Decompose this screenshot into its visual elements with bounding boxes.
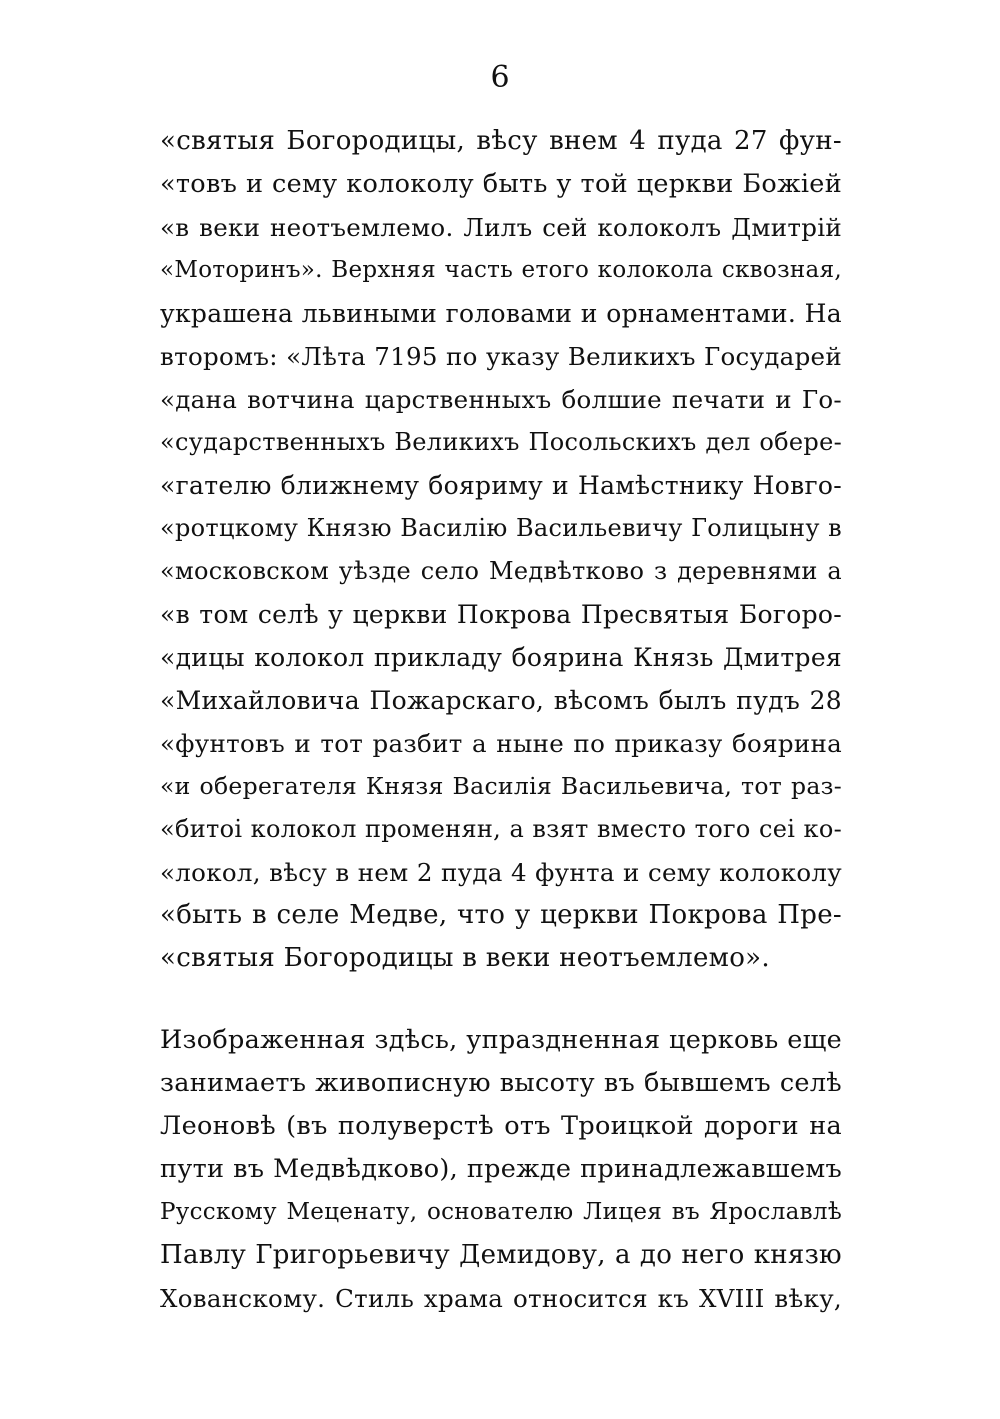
text-line: украшена львиными головами и орнаментами. На: [160, 299, 842, 328]
text-line: занимаетъ живописную высоту въ бывшемъ селѣ: [160, 1068, 842, 1098]
paragraph-church-description: [160, 1019, 842, 1320]
text-line: «московском уѣзде село Медвѣтково з деревнями а: [160, 557, 842, 585]
text-line: «товъ и сему колоколу быть у той церкви Божiей: [160, 169, 842, 199]
text-line: «локол, вѣсу в нем 2 пуда 4 фунта и сему колоколу: [160, 858, 842, 887]
text-line: «гателю ближнему бояриму и Намѣстнику Новго-: [160, 471, 842, 500]
text-line: Леоновѣ (въ полуверстѣ отъ Троицкой дороги на: [160, 1111, 842, 1141]
text-line: Павлу Григорьевичу Демидову, а до него князю: [160, 1240, 842, 1270]
text-line: «битоi колокол променян, а взят вместо того сеi ко-: [160, 815, 842, 843]
text-line: Изображенная здѣсь, упраздненная церковь еще: [160, 1025, 842, 1055]
text-line: «Моторинъ». Верхняя часть етого колокола сквозная,: [160, 257, 842, 283]
text-line: «Михайловича Пожарскаго, вѣсомъ былъ пудъ 28: [160, 686, 842, 715]
text-line: «святыя Богородицы в веки неотъемлемо».: [160, 943, 770, 973]
text-line: «в том селѣ у церкви Покрова Пресвятыя Богоро-: [160, 600, 842, 629]
text-line: «и оберегателя Князя Василiя Васильевича, тот раз-: [160, 772, 842, 800]
text-line: Русскому Меценату, основателю Лицея въ Ярославлѣ: [160, 1199, 842, 1225]
text-line: «быть в селе Медве, что у церкви Покрова Пре-: [160, 900, 842, 930]
paragraph-bell-inscription: [160, 120, 842, 980]
text-line: Хованскому. Стиль храма относится къ XVIII вѣку,: [160, 1284, 842, 1313]
text-line: «в веки неотъемлемо. Лилъ сей колоколъ Дмитрiй: [160, 213, 842, 242]
text-line: «святыя Богородицы, вѣсу внем 4 пуда 27 фун-: [160, 126, 842, 156]
text-line: «дицы колокол прикладу боярина Князь Дмитрея: [160, 643, 842, 672]
text-line: пути въ Медвѣдково), прежде принадлежавшемъ: [160, 1154, 842, 1184]
text-line: второмъ: «Лѣта 7195 по указу Великихъ Государей: [160, 342, 842, 371]
text-line: «сударственныхъ Великихъ Посольскихъ дел обере-: [160, 428, 842, 456]
page-number: 6: [490, 60, 510, 95]
text-line: «ротцкому Князю Василiю Васильевичу Голицыну в: [160, 514, 842, 542]
text-line: «дана вотчина царственныхъ болшие печати и Го-: [160, 385, 842, 414]
text-line: «фунтовъ и тот разбит а ныне по приказу боярина: [160, 729, 842, 758]
